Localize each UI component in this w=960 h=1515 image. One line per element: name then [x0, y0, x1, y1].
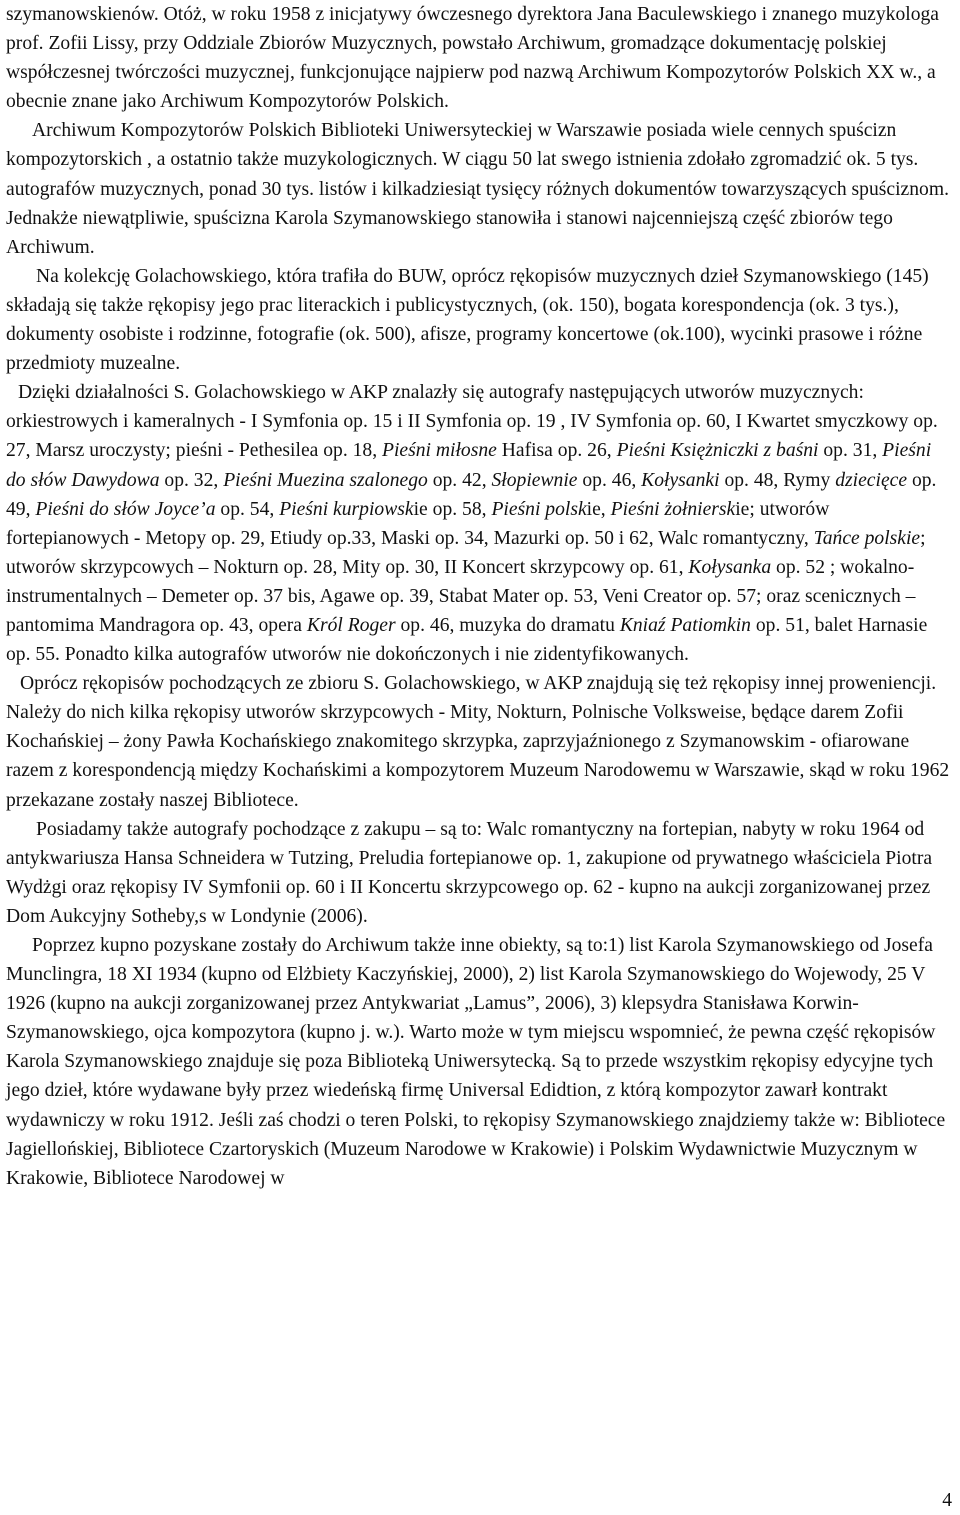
italic-work-title: Kniaź Patiomkin	[619, 614, 751, 636]
text-segment: ie; utworów fortepianowych - Metopy op. 29, Etiudy op.33, Maski op. 34, Mazurki op. 50 i 62, Walc romantyczny,	[6, 498, 830, 549]
italic-work-title: Pieśni Muezina szalonego	[223, 469, 428, 491]
text-segment: op. 51, balet Harnasie op. 55. Ponadto kilka autografów utworów nie dokończonych i nie zidentyfikowanych.	[6, 614, 928, 666]
italic-work-title: Król Roger	[306, 614, 396, 636]
text-segment: Hafisa op. 26,	[496, 440, 617, 462]
paragraph-other-provenance	[6, 669, 952, 814]
text-segment: op. 31,	[818, 440, 883, 462]
text-segment: ie,	[586, 498, 611, 520]
text-segment: op. 54,	[215, 498, 280, 520]
text-segment: op. 52 ; wokalno-instrumentalnych – Demeter op. 37 bis, Agawe op. 39, Stabat Mater op. 53, Veni Creator op. 57; oraz scenicznych – pantomima Mandragora op. 43, opera	[6, 556, 916, 636]
paragraph-golachowski-collection	[6, 262, 952, 378]
italic-work-title: Pieśni polsk	[491, 498, 587, 520]
paragraph-purchased-autographs	[6, 815, 952, 931]
italic-work-title: Pieśni żołniersk	[610, 498, 736, 520]
text-segment: Poprzez kupno pozyskane zostały do Archiwum także inne obiekty, są to:1) list Karola Szymanowskiego od Josefa Munclingra, 18 XI 1934 (kupno od Elżbiety Kaczyńskiej, 2000), 2) list Karola Szymanowskiego do Wojewody, 25 V 1926 (kupno na aukcji zorganizowanej przez Antykwariat „Lamus”, 2006), 3) klepsydra Stanisława Korwin-Szymanowskiego, ojca kompozytora (kupno j. w.). Warto może w tym miejscu wspomnieć, że pewna część rękopisów Karola Szymanowskiego znajduje się poza Biblioteką Uniwersytecką. Są to przede wszystkim rękopisy edycyjne tych jego dzieł, które wydawane były przez wiedeńską firmę Universal Edidtion, z którą kompozytor zawarł kontrakt wydawniczy w roku 1912. Jeśli zaś chodzi o teren Polski, to rękopisy Szymanowskiego znajdziemy także w: Bibliotece Jagiellońskiej, Bibliotece Czartoryskich (Muzeum Narodowe w Krakowie) i Polskim Wydawnictwie Muzycznym w Krakowie, Bibliotece Narodowej w	[6, 935, 946, 1189]
paragraph-other-acquisitions	[6, 931, 952, 1193]
page-number: 4	[942, 1490, 952, 1511]
text-segment: op. 48, Rymy	[719, 469, 836, 491]
text-segment: op. 46,	[577, 469, 642, 491]
document-page	[6, 0, 952, 1193]
text-segment: Oprócz rękopisów pochodzących ze zbioru S. Golachowskiego, w AKP znajdują się też rękopisy innej proweniencji. Należy do nich kilka rękopisy utworów skrzypcowych - Mity, Nokturn, Polnische Volksweise, będące darem Zofii Kochańskiej – żony Pawła Kochańskiego znakomitego skrzypka, zaprzyjaźnionego z Szymanowskim - ofiarowane razem z korespondencją między Kochańskimi a kompozytorem Muzeum Narodowemu w Warszawie, skąd w roku 1962 przekazane zostały naszej Bibliotece.	[6, 673, 950, 811]
italic-work-title: Pieśni miłosne	[382, 440, 497, 462]
text-segment: ie op. 58,	[413, 498, 492, 520]
italic-work-title: Kołysanki	[641, 469, 720, 491]
text-segment: Posiadamy także autografy pochodzące z zakupu – są to: Walc romantyczny na fortepian, nabyty w roku 1964 od antykwariusza Hansa Schneidera w Tutzing, Preludia fortepianowe op. 1, zakupione od prywatnego właściciela Piotra Wydżgi oraz rękopisy IV Symfonii op. 60 i II Koncertu skrzypcowego op. 62 - kupno na aukcji zorganizowanej przez Dom Aukcyjny Sotheby,s w Londynie (2006).	[6, 818, 933, 927]
paragraph-archive-origin	[6, 0, 952, 116]
italic-work-title: Tańce polskie	[813, 527, 921, 549]
italic-work-title: Pieśni do słów Dawydowa	[6, 440, 932, 491]
italic-work-title: Pieśni do słów Joyce’a	[35, 498, 216, 520]
text-segment: szymanowskienów. Otóż, w roku 1958 z inicjatywy ówczesnego dyrektora Jana Baculewskiego i znanego muzykologa prof. Zofii Lissy, przy Oddziale Zbiorów Muzycznych, powstało Archiwum, gromadzące dokumentację polskiej współczesnej twórczości muzycznej, funkcjonujące najpierw pod nazwą Archiwum Kompozytorów Polskich XX w., a obecnie znane jako Archiwum Kompozytorów Polskich.	[6, 4, 939, 113]
text-segment: Dzięki działalności S. Golachowskiego w AKP znalazły się autografy następujących utworów muzycznych: orkiestrowych i kameralnych - I Symfonia op. 15 i II Symfonia op. 19 , IV Symfonia op. 60, I Kwartet smyczkowy op. 27, Marsz uroczysty; pieśni - Pethesilea op. 18,	[6, 382, 938, 462]
text-segment: op. 32,	[159, 469, 224, 491]
italic-work-title: Pieśni Księżniczki z baśni	[616, 440, 819, 462]
text-segment: op. 49,	[6, 469, 937, 520]
italic-work-title: Słopiewnie	[491, 469, 578, 491]
text-segment: op. 46, muzyka do dramatu	[395, 614, 620, 636]
text-segment: ; utworów skrzypcowych – Nokturn op. 28, Mity op. 30, II Koncert skrzypcowy op. 61,	[6, 527, 926, 578]
text-segment: Na kolekcję Golachowskiego, która trafiła do BUW, oprócz rękopisów muzycznych dzieł Szymanowskiego (145) składają się także rękopisy jego prac literackich i publicystycznych, (ok. 150), bogata korespondencja (ok. 3 tys.), dokumenty osobiste i rodzinne, fotografie (ok. 500), afisze, programy koncertowe (ok.100), wycinki prasowe i różne przedmioty muzealne.	[6, 265, 929, 375]
paragraph-autographs-list	[6, 378, 952, 669]
text-segment: op. 42,	[427, 469, 492, 491]
italic-work-title: Kołysanka	[688, 556, 772, 578]
italic-work-title: Pieśni kurpiowsk	[279, 498, 414, 520]
text-segment: Archiwum Kompozytorów Polskich Biblioteki Uniwersyteckiej w Warszawie posiada wiele cennych spuścizn kompozytorskich , a ostatnio także muzykologicznych. W ciągu 50 lat swego istnienia zdołało zgromadzić ok. 5 tys. autografów muzycznych, ponad 30 tys. listów i kilkadziesiąt tysięcy różnych dokumentów towarzyszących spuściznom. Jednakże niewątpliwie, spuścizna Karola Szymanowskiego stanowiła i stanowi najcenniejszą część zbiorów tego Archiwum.	[6, 120, 949, 258]
italic-work-title: dziecięce	[835, 469, 908, 491]
paragraph-archive-holdings	[6, 116, 952, 261]
